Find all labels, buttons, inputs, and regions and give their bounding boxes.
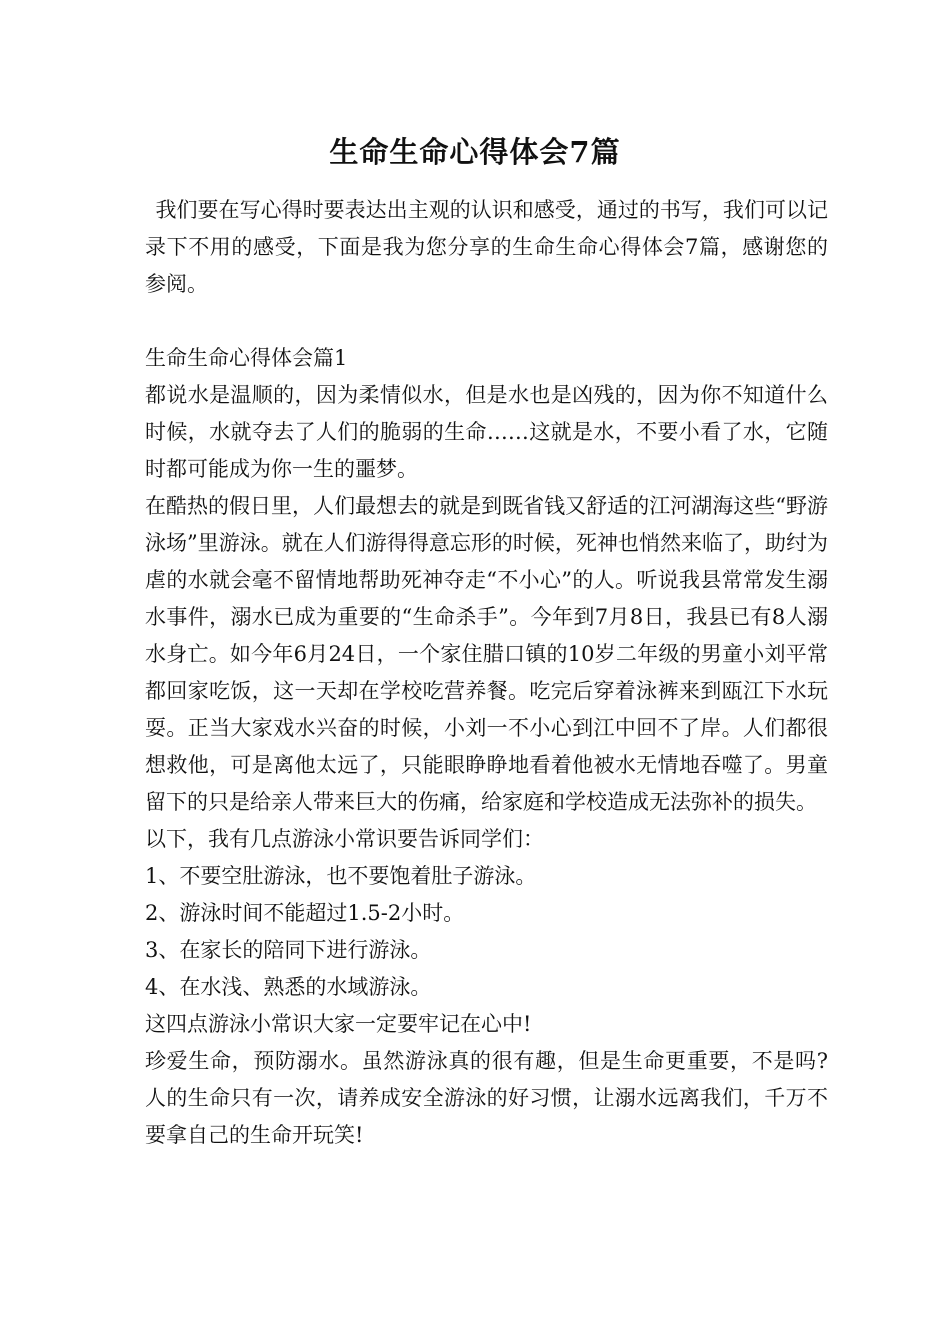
- body-paragraph: 都说水是温顺的，因为柔情似水，但是水也是凶残的，因为你不知道什么时候，水就夺去了人们的脆弱的生命……这就是水，不要小看了水，它随时都可能成为你一生的噩梦。: [145, 383, 828, 481]
- list-item: 4、在水浅、熟悉的水域游泳。: [145, 975, 432, 999]
- list-item: 2、游泳时间不能超过1.5-2小时。: [145, 901, 465, 925]
- body-paragraph: 珍爱生命，预防溺水。虽然游泳真的很有趣，但是生命更重要，不是吗?人的生命只有一次，请养成安全游泳的好习惯，让溺水远离我们，千万不要拿自己的生命开玩笑!: [145, 1049, 828, 1147]
- body-paragraph: 在酷热的假日里，人们最想去的就是到既省钱又舒适的江河湖海这些“野游泳场”里游泳。就在人们游得得意忘形的时候，死神也悄然来临了，助纣为虐的水就会毫不留情地帮助死神夺走“不小心”的人。听说我县常常发生溺水事件，溺水已成为重要的“生命杀手”。今年到7月8日，我县已有8人溺水身亡。如今年6月24日，一个家住腊口镇的10岁二年级的男童小刘平常都回家吃饭，这一天却在学校吃营养餐。吃完后穿着泳裤来到瓯江下水玩耍。正当大家戏水兴奋的时候，小刘一不小心到江中回不了岸。人们都很想救他，可是离他太远了，只能眼睁睁地看着他被水无情地吞噬了。男童留下的只是给亲人带来巨大的伤痛，给家庭和学校造成无法弥补的损失。: [145, 494, 828, 814]
- body-paragraph: 以下，我有几点游泳小常识要告诉同学们：: [145, 827, 544, 851]
- intro-paragraph: 我们要在写心得时要表达出主观的认识和感受，通过的书写，我们可以记录下不用的感受，下面是我为您分享的生命生命心得体会7篇，感谢您的参阅。: [145, 198, 828, 296]
- paragraph-spacer: [145, 303, 828, 340]
- list-item: 1、不要空肚游泳，也不要饱着肚子游泳。: [145, 864, 537, 888]
- document-title: 生命生命心得体会7篇: [329, 135, 621, 169]
- list-item: 3、在家长的陪同下进行游泳。: [145, 938, 432, 962]
- document-body: [145, 192, 828, 1154]
- section-heading: 生命生命心得体会篇1: [145, 346, 348, 370]
- body-paragraph: 这四点游泳小常识大家一定要牢记在心中!: [145, 1012, 532, 1036]
